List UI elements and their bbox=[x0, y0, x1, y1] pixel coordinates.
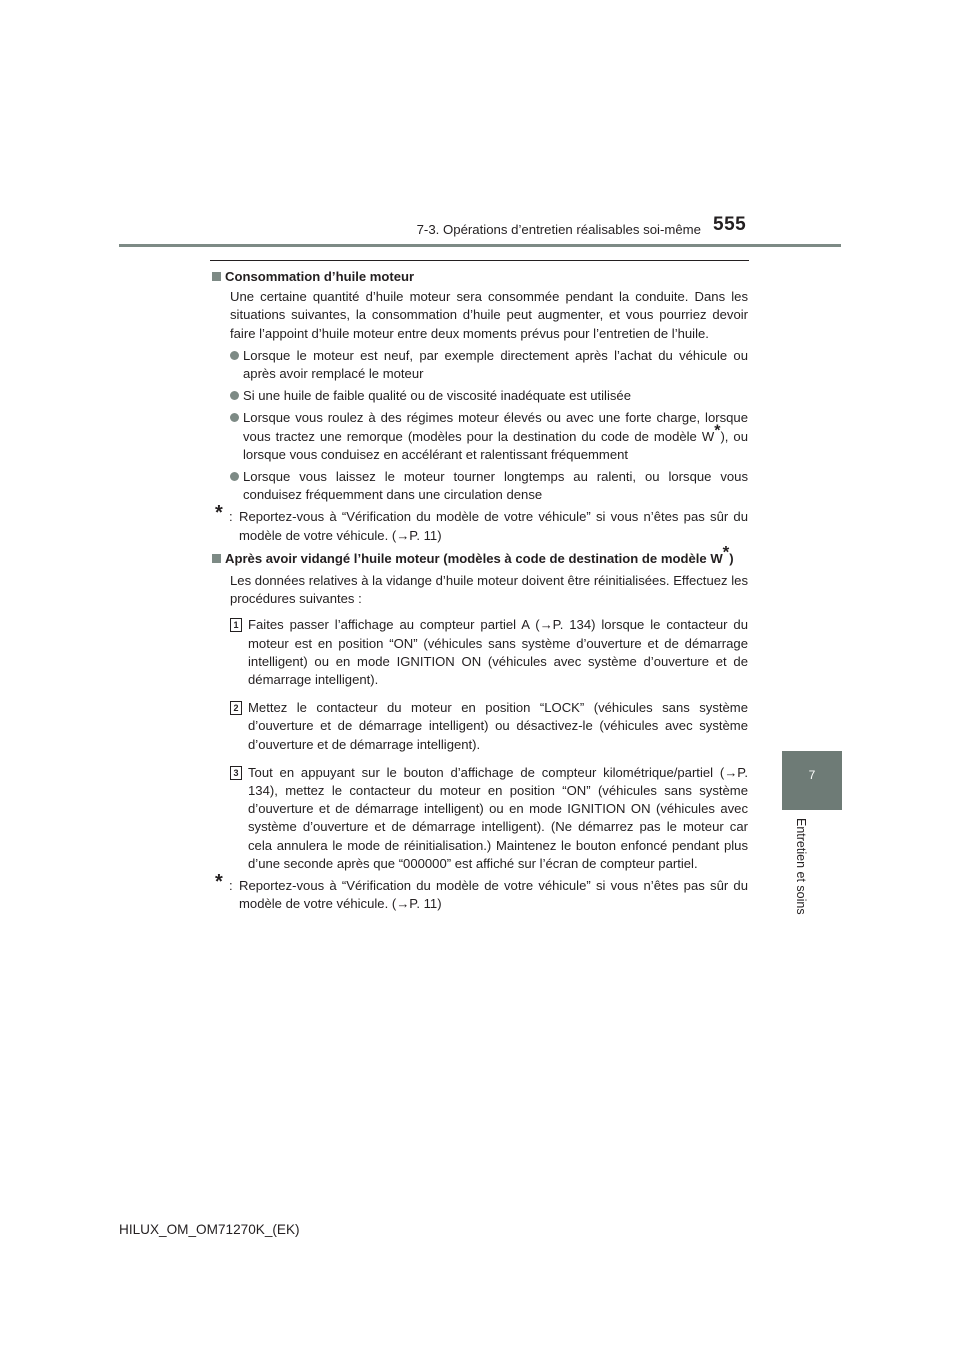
footnote bbox=[212, 502, 748, 544]
step-text: Tout en appuyant sur le bouton d’affichage de compteur kilométrique/partiel (→P. 134), mettez le contacteur du moteur en position “ON” (véhicules sans système d’ouverture et de démarrage intelligent) ou en mode IGNITION ON (véhicules avec système d’ouverture et de démarrage intelligent). (Ne démarrez pas le moteur car cela annulera le mode de réinitialisation.) Maintenez le bouton enfoncé pendant plus d’une seconde après que “000000” est affiché sur l’écran de compteur partiel. bbox=[248, 764, 748, 871]
footnote-star: * bbox=[215, 871, 223, 894]
footnote bbox=[212, 871, 748, 913]
procedure-step bbox=[230, 764, 748, 873]
footnote-colon: : bbox=[229, 509, 233, 525]
list-item bbox=[230, 387, 748, 405]
section-heading-oil-consumption bbox=[212, 268, 748, 286]
oil-intro-paragraph: Une certaine quantité d’huile moteur sera consommée pendant la conduite. Dans les situations suivantes, la consommation d’huile peut augmenter, et vous pourriez devoir faire l’appoint d’huile moteur entre deux moments prévus pour l’entretien de l’huile. bbox=[230, 289, 748, 341]
heading-text-end: ) bbox=[729, 550, 734, 566]
reset-intro-paragraph: Les données relatives à la vidange d’huile moteur doivent être réinitialisées. Effectuez les procédures suivantes : bbox=[230, 573, 748, 607]
list-item bbox=[230, 409, 748, 464]
header-rule bbox=[119, 244, 841, 247]
round-bullet-icon bbox=[230, 351, 239, 360]
procedure-step bbox=[230, 699, 748, 754]
list-item-text: Lorsque vous roulez à des régimes moteur élevés ou avec une forte charge, lorsque vous tractez une remorque (modèles pour la destination du code de modèle W bbox=[243, 410, 748, 444]
list-item bbox=[230, 347, 748, 383]
page-number: 555 bbox=[713, 214, 747, 235]
procedure-step bbox=[230, 616, 748, 689]
list-item bbox=[230, 468, 748, 504]
footnote-colon: : bbox=[229, 878, 233, 894]
footnote-star: * bbox=[215, 502, 223, 525]
footnote-text: Reportez-vous à “Vérification du modèle de votre véhicule” si vous n’êtes pas sûr du modèle de votre véhicule. (→P. 11) bbox=[239, 878, 748, 912]
list-item-text: Si une huile de faible qualité ou de viscosité inadéquate est utilisée bbox=[243, 388, 631, 404]
chapter-number: 7 bbox=[808, 768, 816, 782]
heading-text: Après avoir vidangé l’huile moteur (modèles à code de destination de modèle W bbox=[225, 550, 723, 566]
section-title: 7-3. Opérations d’entretien réalisables soi-même bbox=[416, 222, 701, 237]
round-bullet-icon bbox=[230, 391, 239, 400]
main-content bbox=[212, 268, 748, 919]
square-bullet-icon bbox=[212, 554, 221, 563]
document-code: HILUX_OM_OM71270K_(EK) bbox=[119, 1222, 300, 1237]
heading-text: Consommation d’huile moteur bbox=[225, 269, 415, 284]
footnote-star: * bbox=[714, 422, 721, 440]
step-number-3: 3 bbox=[230, 766, 242, 780]
footnote-text: Reportez-vous à “Vérification du modèle de votre véhicule” si vous n’êtes pas sûr du modèle de votre véhicule. (→P. 11) bbox=[239, 509, 748, 543]
step-number-1: 1 bbox=[230, 618, 242, 632]
section-heading-oil-reset bbox=[212, 542, 748, 568]
footnote-star: * bbox=[722, 542, 730, 562]
step-number-2: 2 bbox=[230, 701, 242, 715]
round-bullet-icon bbox=[230, 472, 239, 481]
square-bullet-icon bbox=[212, 272, 221, 281]
list-item-text: Lorsque le moteur est neuf, par exemple directement après l’achat du véhicule ou après avoir remplacé le moteur bbox=[243, 347, 748, 382]
chapter-label: Entretien et soins bbox=[794, 818, 808, 915]
step-text: Mettez le contacteur du moteur en position “LOCK” (véhicules sans système d’ouverture et de démarrage intelligent) ou désactivez-le (véhicules avec système d’ouverture et de démarrage intelligent). bbox=[248, 700, 748, 752]
round-bullet-icon bbox=[230, 413, 239, 422]
content-rule bbox=[210, 260, 749, 261]
list-item-text: ), ou lorsque vous conduisez en accélérant et ralentissant fréquemment bbox=[243, 428, 748, 462]
list-item-text: Lorsque vous laissez le moteur tourner longtemps au ralenti, ou lorsque vous conduisez fréquemment dans une circulation dense bbox=[243, 469, 748, 503]
step-text: Faites passer l’affichage au compteur partiel A (→P. 134) lorsque le contacteur du moteur est en position “ON” (véhicules sans système d’ouverture et de démarrage intelligent) ou en mode IGNITION ON (véhicules avec système d’ouverture et de démarrage intelligent). bbox=[248, 617, 748, 688]
chapter-tab[interactable] bbox=[782, 751, 842, 810]
